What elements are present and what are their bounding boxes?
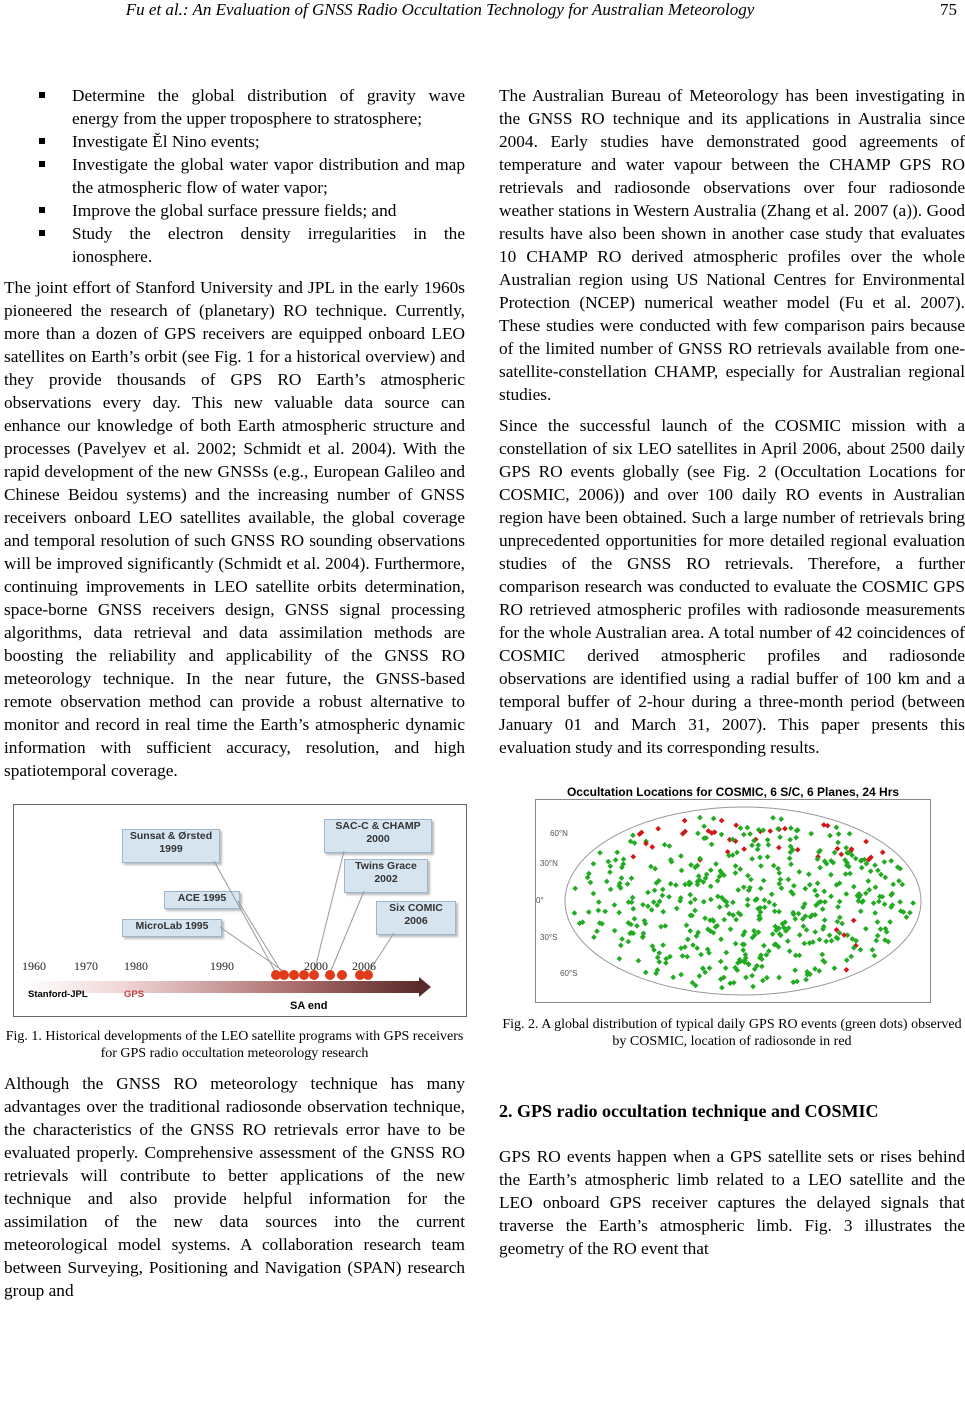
right-column <box>499 84 965 1268</box>
list-item: Investigate the global water vapor distribution and map the atmospheric flow of water vapor; <box>4 153 465 199</box>
list-item: Improve the global surface pressure fields; and <box>4 199 465 222</box>
list-item: Determine the global distribution of gravity wave energy from the upper troposphere to stratosphere; <box>4 84 465 130</box>
paragraph: GPS RO events happen when a GPS satellite sets or rises behind the Earth’s atmospheric limb related to a LEO satellite and the LEO onboard GPS receiver captures the delayed signals that traverse the Earth’s atmospheric limb. Fig. 3 illustrates the geometry of the RO event that <box>499 1147 965 1258</box>
section-heading: 2. GPS radio occultation technique and COSMIC <box>499 1101 879 1121</box>
timeline-label: Stanford-JPL <box>28 989 88 1000</box>
lat-label: 60°S <box>560 969 578 978</box>
timeline-box: Twins Grace 2002 <box>344 859 428 893</box>
lat-label: 0° <box>536 896 544 905</box>
list-item: Study the electron density irregularities in the ionosphere. <box>4 222 465 268</box>
paragraph: Although the GNSS RO meteorology technique has many advantages over the traditional radiosonde observation technique, the characteristics of the GNSS RO retrievals error have to be evaluated properly. Comprehensive assessment of the GNSS RO retrievals will contribute to better applications of the new technique and also provide helpful information for the assimilation of the new data sources into the current meteorological model systems. A collaboration research team between Surveying, Positioning and Navigation (SPAN) research group and <box>4 1074 465 1300</box>
world-map <box>536 800 930 1002</box>
timeline-box: Six COMIC 2006 <box>376 901 456 935</box>
timeline-box: MicroLab 1995 <box>122 919 222 937</box>
figure-1-caption: Fig. 1. Historical developments of the LEO satellite programs with GPS receivers for GPS radio occultation meteorology research <box>5 1029 464 1061</box>
lat-label: 30°S <box>540 933 558 942</box>
lat-label: 60°N <box>550 829 568 838</box>
year-label: 1960 <box>22 959 46 973</box>
timeline-box: Sunsat & Ørsted 1999 <box>122 829 220 863</box>
timeline-box: ACE 1995 <box>164 891 240 909</box>
lat-label: 30°N <box>540 859 558 868</box>
map-frame <box>535 799 931 1003</box>
timeline-arrow <box>419 977 431 997</box>
paragraph: Since the successful launch of the COSMIC mission with a constellation of six LEO satellites in April 2006, about 2500 daily GPS RO events globally (see Fig. 2 (Occultation Locations for COSMIC, 2006)) and over 100 daily RO events in Australian region have been obtained. Such a large number of retrievals bring unprecedented opportunities for more detailed regional evaluation studies of the GNSS RO retrievals. Therefore, a further comparison research was conducted to evaluate the COSMIC GPS RO retrieved atmospheric profiles with radiosonde measurements for the whole Australian area. A total number of 42 coincidences of COSMIC derived atmospheric profiles and radiosonde observations are identified using a radial buffer of 100 km and a temporal buffer of 2-hour during a three-month period (between January 01 and March 31, 2007). This paper presents this evaluation study and its corresponding results. <box>499 416 965 757</box>
year-label: 2000 <box>304 959 328 973</box>
timeline-label: GPS <box>124 989 145 1000</box>
year-label: 1990 <box>210 959 234 973</box>
paragraph: The joint effort of Stanford University and JPL in the early 1960s pioneered the research of (planetary) RO technique. Currently, more than a dozen of GPS receivers are equipped onboard LEO satellites on Earth’s orbit (see Fig. 1 for a historical overview) and they provide thousands of GPS RO Earth’s atmospheric observations every day. This new valuable data source can enhance our knowledge of both Earth atmospheric structure and processes (Pavelyev et al. 2002; Schmidt et al. 2004). With the rapid development of the new GNSSs (e.g., European Galileo and Chinese Beidou systems) and the increasing number of GNSS receivers onboard LEO satellites available, the global coverage and temporal resolution of such GNSS RO sounding observations will be improved significantly (Schmidt et al. 2004). Furthermore, continuing improvements in LEO satellite orbits determination, space-borne GNSS receivers design, GNSS signal processing algorithms, data retrieval and data assimilation methods are boosting the reliability and applicability of the GNSS RO meteorology technique. In the near future, the GNSS-based remote observation method can provide a robust alternative to monitor and record in real time the Earth’s atmospheric dynamic information with sufficient accuracy, resolution, and high spatiotemporal coverage. <box>4 278 465 780</box>
running-header <box>0 0 965 26</box>
map-title: Occultation Locations for COSMIC, 6 S/C, 6 Planes, 24 Hrs <box>566 785 900 799</box>
figure-1-timeline <box>13 804 467 1017</box>
page-number: 75 <box>940 0 957 19</box>
timeline-box: SAC-C & CHAMP 2000 <box>324 819 432 853</box>
objectives-list <box>4 84 465 268</box>
figure-2-map <box>535 781 931 1007</box>
year-label: 1980 <box>124 959 148 973</box>
timeline-label: SA end <box>290 1000 328 1012</box>
running-title: Fu et al.: An Evaluation of GNSS Radio Occultation Technology for Australian Meteorology <box>125 0 755 19</box>
paragraph: The Australian Bureau of Meteorology has been investigating in the GNSS RO technique and its applications in Australia since 2004. Early studies have demonstrated good agreements of temperature and water vapour between the CHAMP GPS RO retrievals and radiosonde observations over four radiosonde weather stations in Western Australia (Zhang et al. 2007 (a)). Good results have also been shown in another case study that evaluates 10 CHAMP RO derived atmospheric profiles over the whole Australian region using US National Centres for Environmental Protection (NCEP) numerical weather model (Fu et al. 2007). These studies were conducted with few comparison pairs because of the limited number of GNSS RO retrievals available from one-satellite-constellation CHAMP, especially for Australian regional studies. <box>499 86 965 404</box>
left-column <box>4 84 465 1310</box>
year-label: 1970 <box>74 959 98 973</box>
figure-2-caption: Fig. 2. A global distribution of typical daily GPS RO events (green dots) observed by COSMIC, location of radiosonde in red <box>502 1017 962 1049</box>
year-label: 2006 <box>352 959 376 973</box>
list-item: Investigate Ĕl Nino events; <box>4 130 465 153</box>
